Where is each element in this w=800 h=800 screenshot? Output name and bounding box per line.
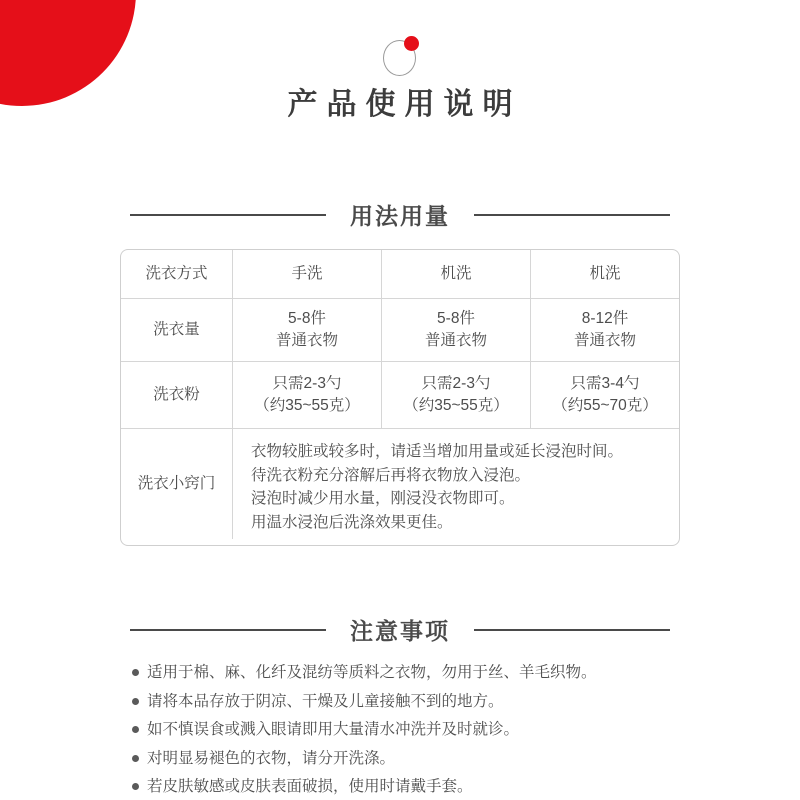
heading-rule-left xyxy=(130,629,326,631)
section-heading-notes-label: 注意事项 xyxy=(350,618,450,644)
bullet-icon xyxy=(132,755,139,762)
table-row-label: 洗衣粉 xyxy=(121,362,233,428)
section-heading-usage xyxy=(100,198,700,231)
table-cell xyxy=(531,362,679,428)
heading-rule-right xyxy=(474,214,670,216)
table-cell: 手洗 xyxy=(233,250,382,298)
table-row-label: 洗衣量 xyxy=(121,299,233,361)
notes-list xyxy=(132,661,732,800)
red-dot-icon xyxy=(404,36,419,51)
list-item-text: 对明显易褪色的衣物，请分开洗涤。 xyxy=(147,749,396,767)
table-cell-line1: 只需3-4勺 xyxy=(570,375,640,392)
tip-line: 待洗衣粉充分溶解后再将衣物放入浸泡。 xyxy=(251,466,531,484)
section-heading-usage-label: 用法用量 xyxy=(350,203,450,229)
list-item-text: 如不慎误食或溅入眼请即用大量清水冲洗并及时就诊。 xyxy=(147,721,520,738)
usage-table xyxy=(120,249,680,546)
list-item xyxy=(132,661,732,684)
table-row-tips xyxy=(121,429,679,545)
tip-line: 衣物较脏或较多时，请适当增加用量或延长浸泡时间。 xyxy=(251,443,624,460)
tips-cell xyxy=(233,429,679,545)
table-cell-line2: 普通衣物 xyxy=(275,332,338,349)
list-item xyxy=(132,690,732,713)
table-row-label: 洗衣小窍门 xyxy=(121,429,233,539)
table-cell xyxy=(233,362,382,428)
table-row-label: 洗衣方式 xyxy=(121,250,233,298)
list-item xyxy=(132,747,732,770)
table-row xyxy=(121,362,679,429)
list-item xyxy=(132,775,732,798)
table-cell-line1: 5-8件 xyxy=(288,310,326,327)
page-header xyxy=(0,34,800,121)
list-item-text: 请将本品存放于阴凉、干燥及儿童接触不到的地方。 xyxy=(147,692,504,710)
table-cell-line2: 普通衣物 xyxy=(573,332,636,349)
table-cell: 机洗 xyxy=(382,250,531,298)
table-cell-line1: 8-12件 xyxy=(581,310,629,327)
list-item-text: 若皮肤敏感或皮肤表面破损，使用时请戴手套。 xyxy=(147,778,473,795)
table-row xyxy=(121,299,679,362)
table-row xyxy=(121,250,679,299)
table-cell xyxy=(531,299,679,361)
heading-rule-right xyxy=(474,629,670,631)
tip-line: 用温水浸泡后洗涤效果更佳。 xyxy=(251,513,453,531)
logo-mark xyxy=(379,34,421,76)
list-item-text: 适用于棉、麻、化纤及混纺等质料之衣物，勿用于丝、羊毛织物。 xyxy=(147,664,597,681)
table-cell xyxy=(382,362,531,428)
bullet-icon xyxy=(132,698,139,705)
table-cell-line2: 普通衣物 xyxy=(424,332,487,349)
table-cell-line2: （约55~70克） xyxy=(552,397,658,414)
table-cell-line1: 只需2-3勺 xyxy=(272,375,342,392)
table-cell: 机洗 xyxy=(589,265,621,282)
list-item xyxy=(132,718,732,741)
section-heading-notes xyxy=(100,613,700,646)
table-cell xyxy=(233,299,382,361)
bullet-icon xyxy=(132,726,139,733)
heading-rule-left xyxy=(130,214,326,216)
bullet-icon xyxy=(132,783,139,790)
page-title: 产品使用说明 xyxy=(287,88,522,121)
table-cell-line1: 5-8件 xyxy=(437,310,475,327)
table-cell-line2: （约35~55克） xyxy=(254,397,360,414)
table-cell xyxy=(382,299,531,361)
bullet-icon xyxy=(132,669,139,676)
tip-line: 浸泡时减少用水量，刚浸没衣物即可。 xyxy=(251,490,515,507)
table-cell-line1: 只需2-3勺 xyxy=(421,375,491,392)
table-cell-line2: （约35~55克） xyxy=(403,397,509,414)
